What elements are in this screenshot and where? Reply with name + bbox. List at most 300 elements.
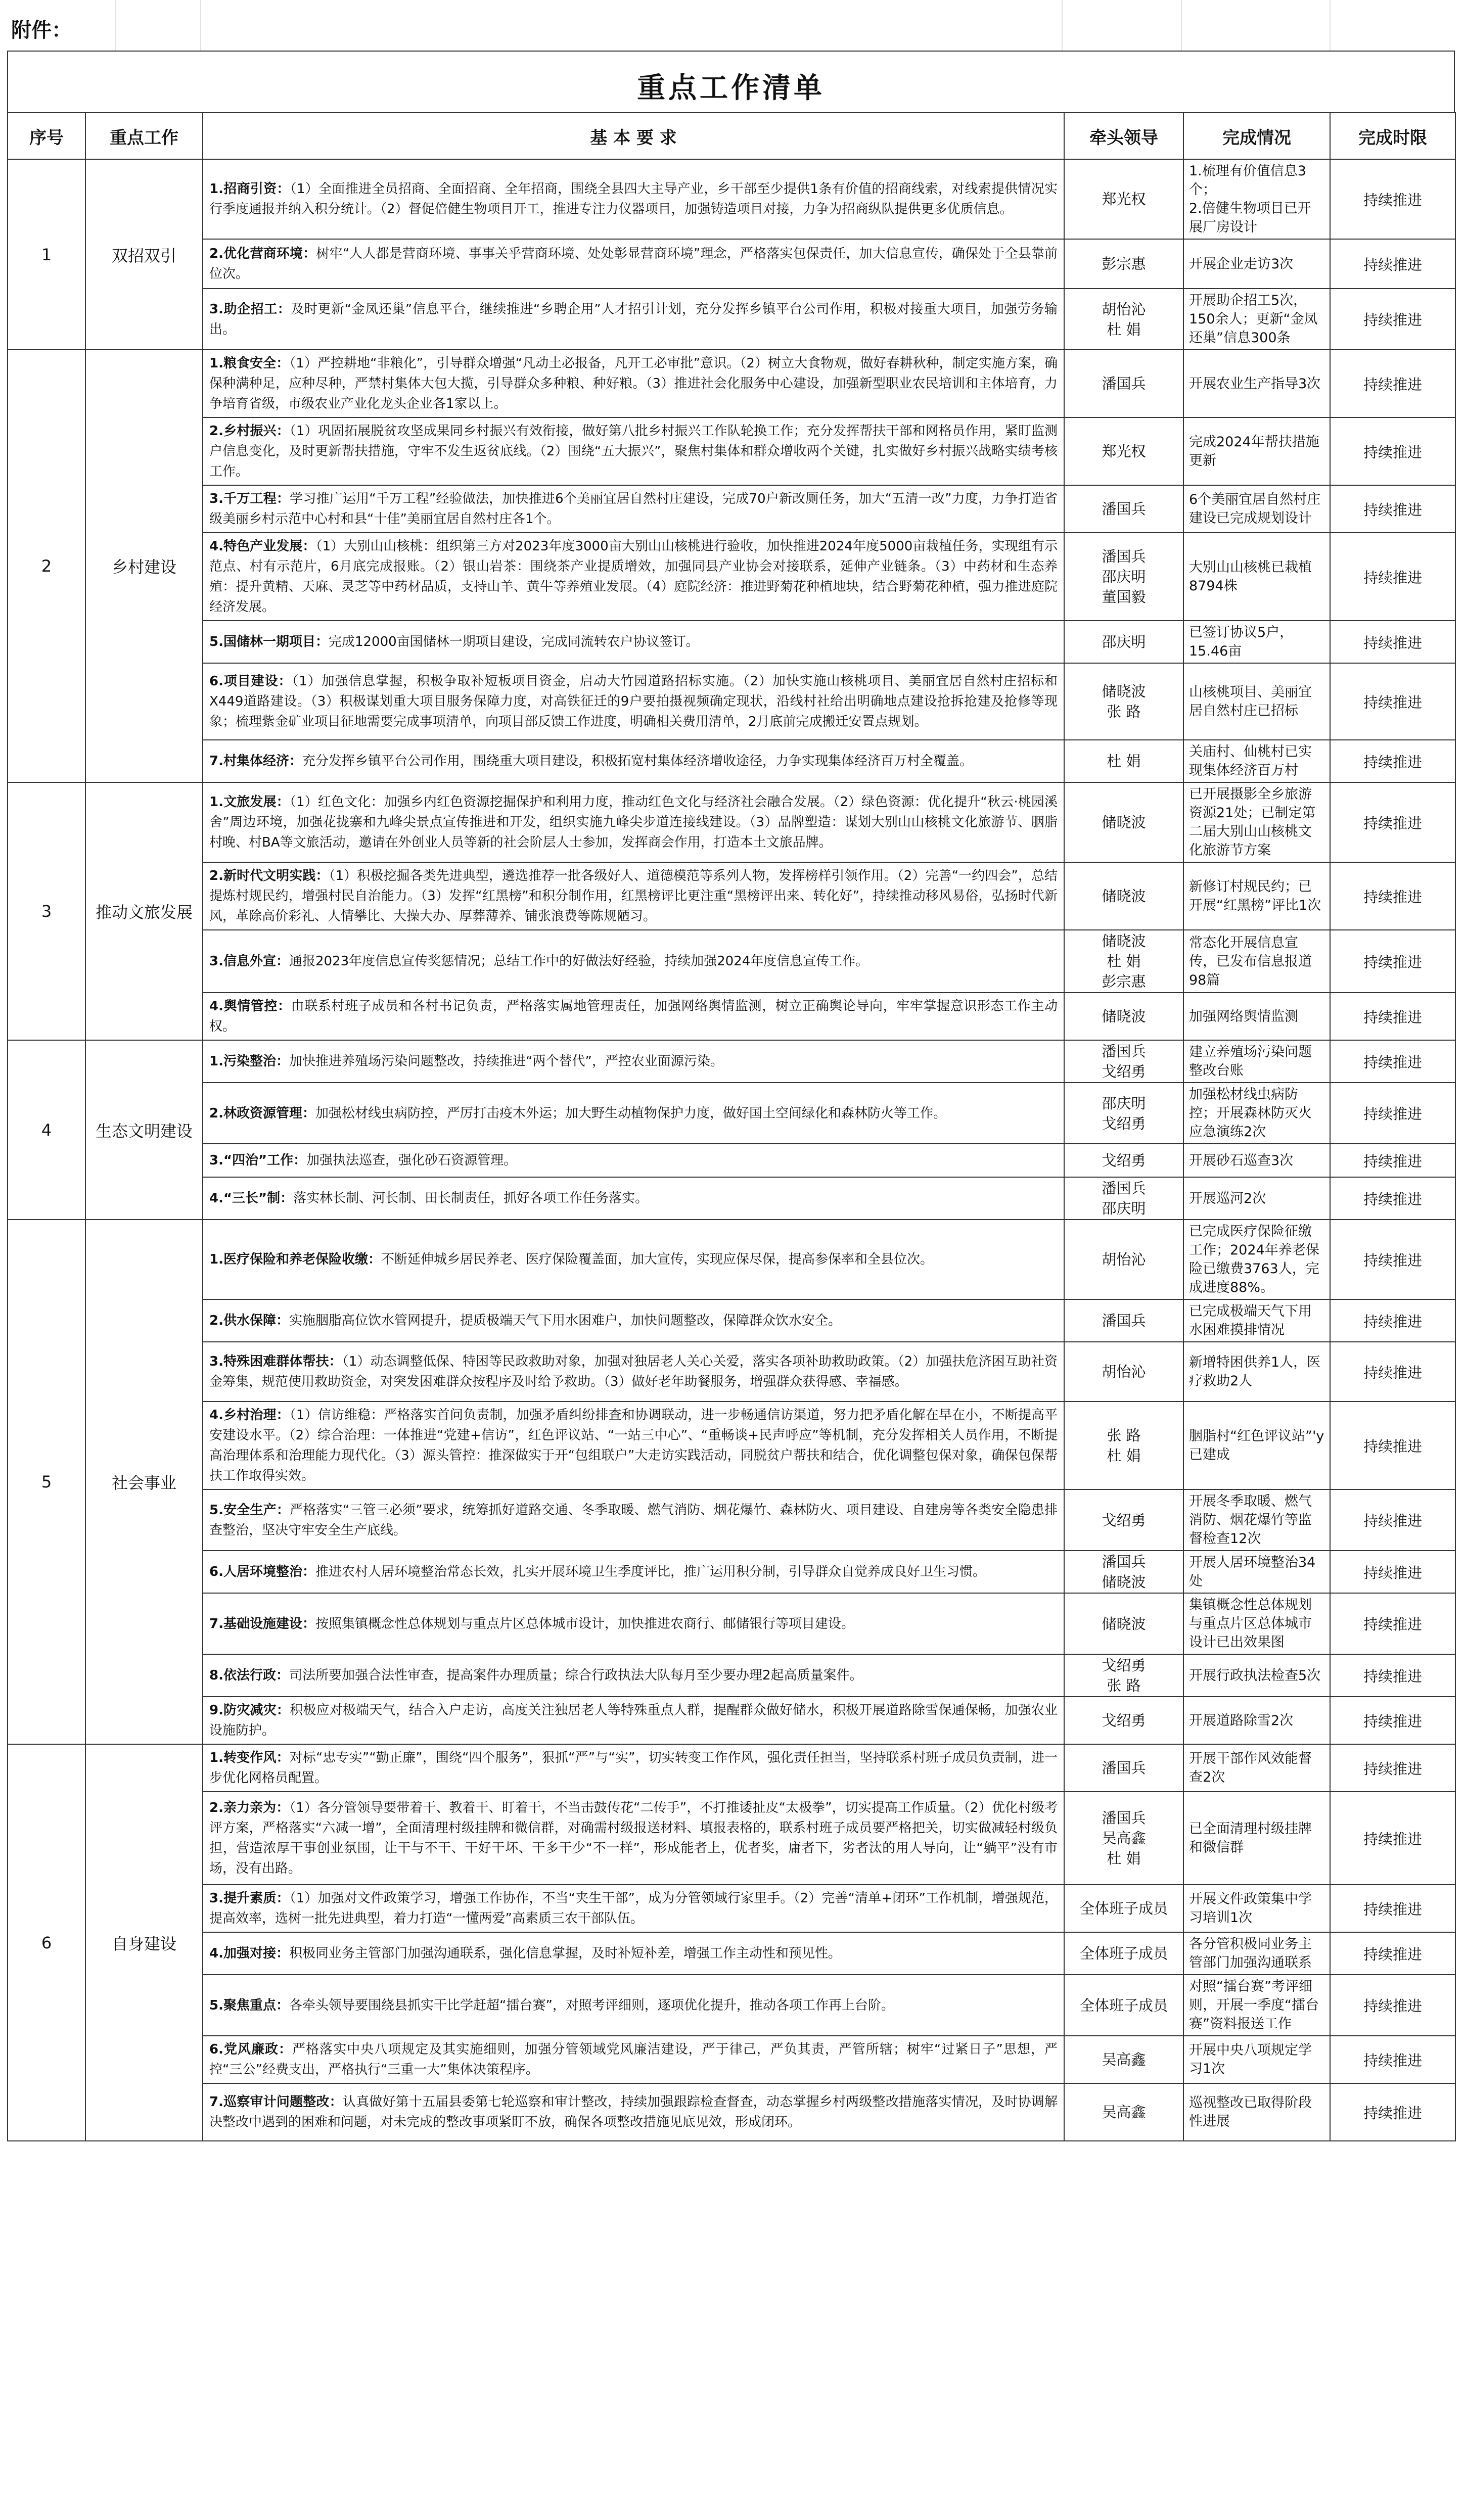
attachment-row: [0, 0, 1464, 51]
table-row: [8, 740, 1455, 782]
lead-name: 潘国兵: [1102, 1759, 1146, 1777]
status-text: 开展中央八项规定学习1次: [1189, 2042, 1312, 2077]
deadline-cell: 持续推进: [1330, 930, 1455, 993]
lead-name: 杜 娟: [1107, 1447, 1141, 1464]
lead-cell: [1064, 1220, 1183, 1299]
lead-cell: [1064, 1551, 1183, 1593]
deadline-cell: 持续推进: [1330, 239, 1455, 289]
table-row: [8, 2036, 1455, 2083]
header-work: 重点工作: [85, 113, 203, 159]
requirement-title: 3.“四治”工作：: [209, 1153, 307, 1168]
requirement-title: 1.招商引资：: [209, 181, 290, 197]
table-row: [8, 1489, 1455, 1551]
status-cell: [1183, 740, 1330, 782]
status-text: 新修订村规民约；已开展“红黑榜”评比1次: [1189, 879, 1321, 913]
status-cell: [1183, 1744, 1330, 1792]
requirement-body: 实施胭脂高位饮水管网提升，提质极端天气下用水困难户，加快问题整改，保障群众饮水安全。: [289, 1313, 841, 1328]
status-cell: [1183, 782, 1330, 862]
row-seq-cell: 2: [8, 350, 85, 782]
lead-name: 戈绍勇: [1102, 1152, 1146, 1169]
status-text: 已开展摄影全乡旅游资源21处；已制定第二届大别山山核桃文化旅游节方案: [1189, 786, 1316, 858]
table-row: [8, 485, 1455, 533]
lead-name: 杜 娟: [1107, 953, 1141, 970]
lead-name: 潘国兵: [1102, 1312, 1146, 1329]
lead-name: 胡怡沁: [1102, 300, 1146, 318]
deadline-cell: 持续推进: [1330, 1083, 1455, 1144]
lead-name: 杜 娟: [1107, 320, 1141, 338]
requirement-cell: [203, 1792, 1064, 1885]
lead-cell: [1064, 862, 1183, 930]
requirement-cell: [203, 1220, 1064, 1299]
requirement-title: 7.基础设施建设：: [209, 1616, 315, 1631]
key-work-cell: 生态文明建设: [85, 1040, 203, 1220]
requirement-body: 加强松材线虫病防控，严厉打击疫木外运；加大野生动植物保护力度，做好国土空间绿化和森林防火等工作。: [315, 1105, 946, 1121]
status-text: 开展文件政策集中学习培训1次: [1189, 1891, 1312, 1926]
status-text: 关庙村、仙桃村已实现集体经济百万村: [1189, 744, 1312, 778]
header-status: 完成情况: [1183, 113, 1330, 159]
status-cell: [1183, 930, 1330, 993]
table-row: [8, 1220, 1455, 1299]
lead-name: 邵庆明: [1102, 1094, 1146, 1112]
status-cell: [1183, 350, 1330, 417]
row-seq-cell: 6: [8, 1744, 85, 2141]
header-seq: 序号: [8, 113, 85, 159]
requirement-cell: [203, 1299, 1064, 1342]
requirement-title: 7.巡察审计问题整改：: [209, 2094, 343, 2110]
requirement-cell: [203, 1177, 1064, 1220]
table-row: [8, 1975, 1455, 2036]
table-row: [8, 1177, 1455, 1220]
status-cell: [1183, 1593, 1330, 1654]
lead-cell: [1064, 289, 1183, 350]
key-work-cell: 乡村建设: [85, 350, 203, 782]
requirement-title: 1.污染整治：: [209, 1054, 289, 1069]
table-row: [8, 417, 1455, 485]
lead-cell: [1064, 2036, 1183, 2083]
table-row: [8, 1744, 1455, 1792]
lead-name: 吴高鑫: [1102, 1830, 1146, 1847]
lead-cell: [1064, 1975, 1183, 2036]
header-lead: 牵头领导: [1064, 113, 1183, 159]
lead-name: 吴高鑫: [1102, 2051, 1146, 2068]
requirement-title: 6.人居环境整治：: [209, 1564, 315, 1579]
header-deadline: 完成时限: [1330, 113, 1455, 159]
requirement-title: 1.医疗保险和养老保险收缴：: [209, 1252, 381, 1267]
requirement-body: 推进农村人居环境整治常态长效，扎实开展环境卫生季度评比，推广运用积分制，引导群众自觉养成良好卫生习惯。: [315, 1564, 986, 1579]
status-cell: [1183, 663, 1330, 740]
requirement-title: 5.国储林一期项目：: [209, 634, 329, 649]
table-row: [8, 1299, 1455, 1342]
lead-name: 潘国兵: [1102, 1809, 1146, 1827]
grid-line: [1330, 0, 1331, 51]
requirement-title: 2.新时代文明实践：: [209, 868, 329, 883]
lead-name: 杜 娟: [1107, 753, 1141, 770]
title-box: [7, 51, 1455, 112]
status-text: 山核桃项目、美丽宜居自然村庄已招标: [1189, 684, 1312, 719]
lead-cell: [1064, 1697, 1183, 1744]
lead-cell: [1064, 1144, 1183, 1177]
requirement-title: 2.供水保障：: [209, 1313, 289, 1328]
requirement-body: 严格落实“三管三必须”要求，统筹抓好道路交通、冬季取暖、燃气消防、烟花爆竹、森林防火、项目建设、自建房等各类安全隐患排查整治，坚决守牢安全生产底线。: [209, 1502, 1058, 1538]
table-row: [8, 663, 1455, 740]
lead-name: 邵庆明: [1102, 568, 1146, 585]
lead-name: 董国毅: [1102, 588, 1146, 605]
requirement-cell: [203, 485, 1064, 533]
status-text: 1.梳理有价值信息3个；: [1189, 163, 1306, 198]
status-text: 新增特困供养1人，医疗救助2人: [1189, 1355, 1321, 1389]
lead-name: 储晓波: [1102, 1573, 1146, 1591]
lead-name: 全体班子成员: [1079, 1900, 1168, 1917]
requirement-title: 2.乡村振兴：: [209, 424, 290, 439]
requirement-body: （1）动态调整低保、特困等民政救助对象，加强对独居老人关心关爱，落实各项补助救助政策。（2）加强扶危济困互助社资金筹集，规范使用救助资金，对突发困难群众按程序及时给予救助。（3）做好老年助餐服务，增强群众获得感、幸福感。: [209, 1354, 1058, 1389]
requirement-body: 充分发挥乡镇平台公司作用，围绕重大项目建设，积极拓宽村集体经济增收途径，力争实现集体经济百万村全覆盖。: [302, 754, 973, 769]
key-work-cell: 社会事业: [85, 1220, 203, 1744]
deadline-cell: 持续推进: [1330, 1975, 1455, 2036]
lead-name: 胡怡沁: [1102, 1251, 1146, 1268]
table-row: [8, 350, 1455, 417]
table-row: [8, 862, 1455, 930]
deadline-cell: 持续推进: [1330, 1654, 1455, 1697]
status-cell: [1183, 1402, 1330, 1489]
lead-name: 戈绍勇: [1102, 1114, 1146, 1132]
deadline-cell: 持续推进: [1330, 1040, 1455, 1083]
requirement-cell: [203, 350, 1064, 417]
deadline-cell: 持续推进: [1330, 862, 1455, 930]
lead-name: 张 路: [1107, 1677, 1141, 1694]
requirement-title: 3.助企招工：: [209, 301, 291, 317]
deadline-cell: 持续推进: [1330, 2036, 1455, 2083]
status-cell: [1183, 239, 1330, 289]
requirement-body: 对标“忠专实”“勤正廉”，围绕“四个服务”，狠抓“严”与“实”，切实转变工作作风，强化责任担当，坚持联系村班子成员负责制，进一步优化网格员配置。: [209, 1750, 1058, 1786]
status-cell: [1183, 1975, 1330, 2036]
deadline-cell: 持续推进: [1330, 1342, 1455, 1402]
requirement-cell: [203, 1932, 1064, 1975]
requirement-title: 6.项目建设：: [209, 674, 292, 689]
key-work-cell: 双招双引: [85, 159, 203, 350]
status-cell: [1183, 1299, 1330, 1342]
deadline-cell: 持续推进: [1330, 621, 1455, 663]
deadline-cell: 持续推进: [1330, 1177, 1455, 1220]
deadline-cell: 持续推进: [1330, 1697, 1455, 1744]
lead-cell: [1064, 1299, 1183, 1342]
requirement-title: 5.安全生产：: [209, 1502, 290, 1518]
requirement-title: 4.加强对接：: [209, 1946, 289, 1961]
lead-name: 储晓波: [1102, 1615, 1146, 1632]
status-cell: [1183, 1144, 1330, 1177]
work-list-table: [7, 112, 1456, 2141]
status-text: 已全面清理村级挂牌和微信群: [1189, 1821, 1312, 1855]
lead-cell: [1064, 930, 1183, 993]
requirement-title: 4.舆情管控：: [209, 999, 291, 1014]
requirement-body: 不断延伸城乡居民养老、医疗保险覆盖面，加大宣传，实现应保尽保，提高参保率和全县位次。: [381, 1252, 933, 1267]
requirement-cell: [203, 1744, 1064, 1792]
status-text: 已完成极端天气下用水困难摸排情况: [1189, 1303, 1312, 1338]
requirement-cell: [203, 1144, 1064, 1177]
lead-name: 彭宗惠: [1102, 973, 1146, 990]
deadline-cell: 持续推进: [1330, 1220, 1455, 1299]
requirement-title: 4.“三长”制：: [209, 1191, 294, 1206]
requirement-title: 4.特色产业发展：: [209, 539, 316, 554]
lead-name: 潘国兵: [1102, 548, 1146, 565]
table-row: [8, 1792, 1455, 1885]
requirement-body: 按照集镇概念性总体规划与重点片区总体城市设计，加快推进农商行、邮储银行等项目建设。: [315, 1616, 854, 1631]
requirement-body: 完成12000亩国储林一期项目建设，完成同流转农户协议签订。: [328, 634, 699, 649]
requirement-cell: [203, 1083, 1064, 1144]
lead-name: 郑光权: [1102, 191, 1146, 208]
table-row: [8, 1083, 1455, 1144]
status-text: 开展道路除雪2次: [1189, 1712, 1294, 1729]
deadline-cell: 持续推进: [1330, 740, 1455, 782]
requirement-cell: [203, 417, 1064, 485]
lead-name: 潘国兵: [1102, 1553, 1146, 1570]
lead-cell: [1064, 1593, 1183, 1654]
deadline-cell: 持续推进: [1330, 1489, 1455, 1551]
requirement-body: （1）加强信息掌握，积极争取补短板项目资金，启动大竹园道路招标实施。（2）加快实施山核桃项目、美丽宜居自然村庄招标和X449道路建设。（3）积极谋划重大项目服务保障力度，对高铁征迁的9户要拍摄视频确定现状，沿线村社给出明确地点建设抢拆抢建及抢修等现象；梳理紫金矿业项目征地需要完成事项清单，向项目部反馈工作进度，明确相关费用清单，2月底前完成搬迁安置点规划。: [209, 674, 1058, 729]
lead-cell: [1064, 782, 1183, 862]
status-text: 各分管积极同业务主管部门加强沟通联系: [1189, 1936, 1312, 1971]
requirement-body: 积极同业务主管部门加强沟通联系，强化信息掌握，及时补短补差，增强工作主动性和预见性。: [289, 1946, 841, 1961]
grid-line: [200, 0, 201, 51]
requirement-cell: [203, 782, 1064, 862]
row-seq-cell: 1: [8, 159, 85, 350]
key-work-cell: 自身建设: [85, 1744, 203, 2141]
requirement-cell: [203, 1654, 1064, 1697]
deadline-cell: 持续推进: [1330, 782, 1455, 862]
lead-cell: [1064, 1932, 1183, 1975]
key-work-cell: 推动文旅发展: [85, 782, 203, 1040]
status-cell: [1183, 2036, 1330, 2083]
lead-cell: [1064, 1792, 1183, 1885]
status-cell: [1183, 1697, 1330, 1744]
deadline-cell: 持续推进: [1330, 1551, 1455, 1593]
table-row: [8, 1402, 1455, 1489]
requirement-cell: [203, 1885, 1064, 1932]
grid-line: [115, 0, 116, 51]
status-text: 2.倍健生物项目已开展厂房设计: [1189, 201, 1311, 235]
status-cell: [1183, 1885, 1330, 1932]
deadline-cell: 持续推进: [1330, 1932, 1455, 1975]
lead-name: 潘国兵: [1102, 375, 1146, 392]
lead-name: 储晓波: [1102, 683, 1146, 700]
table-row: [8, 239, 1455, 289]
requirement-title: 1.文旅发展：: [209, 795, 290, 810]
deadline-cell: 持续推进: [1330, 663, 1455, 740]
table-row: [8, 1697, 1455, 1744]
status-cell: [1183, 862, 1330, 930]
requirement-body: （1）巩固拓展脱贫攻坚成果同乡村振兴有效衔接，做好第八批乡村振兴工作队轮换工作；充分发挥帮扶干部和网格员作用，紧盯监测户信息变化，及时更新帮扶措施，守牢不发生返贫底线。（2）围绕“五大振兴”，聚焦村集体和群众增收两个关键，扎实做好乡村振兴战略实绩考核工作。: [209, 424, 1058, 479]
status-text: 大别山山核桃已栽植8794株: [1189, 559, 1312, 594]
status-cell: [1183, 533, 1330, 621]
deadline-cell: 持续推进: [1330, 993, 1455, 1040]
deadline-cell: 持续推进: [1330, 159, 1455, 239]
deadline-cell: 持续推进: [1330, 1792, 1455, 1885]
requirement-body: 司法所要加强合法性审查，提高案件办理质量；综合行政执法大队每月至少要办理2起高质量案件。: [289, 1668, 863, 1683]
status-cell: [1183, 159, 1330, 239]
table-row: [8, 1593, 1455, 1654]
status-cell: [1183, 417, 1330, 485]
status-cell: [1183, 1177, 1330, 1220]
table-row: [8, 533, 1455, 621]
lead-cell: [1064, 533, 1183, 621]
status-text: 常态化开展信息宣传，已发布信息报道98篇: [1189, 935, 1312, 988]
requirement-title: 7.村集体经济：: [209, 754, 302, 769]
deadline-cell: 持续推进: [1330, 350, 1455, 417]
requirement-cell: [203, 239, 1064, 289]
lead-cell: [1064, 740, 1183, 782]
requirement-body: （1）各分管领导要带着干、教着干、盯着干，不当击鼓传花“二传手”，不打推诿扯皮“太极拳”，切实提高工作质量。（2）优化村级考评方案，严格落实“六减一增”，全面清理村级挂牌和微信群，对确需村级报送材料、填报表格的，联系村班子成员要严格把关，切实做减轻村级负担，营造浓厚干事创业氛围，让干与不干、干好干坏、干多干少“不一样”，形成能者上，优者奖，庸者下，劣者汰的用人导向，让“躺平”没有市场，没有出路。: [209, 1800, 1058, 1876]
requirement-cell: [203, 1489, 1064, 1551]
requirement-title: 3.千万工程：: [209, 491, 290, 506]
status-text: 加强松材线虫病防控；开展森林防灭火应急演练2次: [1189, 1087, 1312, 1140]
requirement-title: 9.防灾减灾：: [209, 1703, 290, 1718]
requirement-body: （1）积极挖掘各类先进典型，遴选推荐一批各级好人、道德模范等系列人物，发挥榜样引领作用。（2）完善“一约四会”，总结提炼村规民约，增强村民自治能力。（3）发挥“红黑榜”和积分制作用，红黑榜评比更注重“黑榜评出来、转化好”，持续推动移风易俗，弘扬时代新风，革除高价彩礼、人情攀比、大操大办、厚葬薄养、铺张浪费等陈规陋习。: [209, 868, 1058, 924]
table-header-row: [8, 113, 1455, 159]
lead-name: 储晓波: [1102, 1008, 1146, 1025]
row-seq-cell: 5: [8, 1220, 85, 1744]
status-cell: [1183, 1932, 1330, 1975]
lead-cell: [1064, 993, 1183, 1040]
deadline-cell: 持续推进: [1330, 1299, 1455, 1342]
lead-name: 彭宗惠: [1102, 255, 1146, 272]
requirement-cell: [203, 993, 1064, 1040]
requirement-cell: [203, 2036, 1064, 2083]
lead-name: 储晓波: [1102, 888, 1146, 905]
status-cell: [1183, 289, 1330, 350]
lead-cell: [1064, 350, 1183, 417]
requirement-body: 学习推广运用“千万工程”经验做法，加快推进6个美丽宜居自然村庄建设，完成70户新改厕任务，加大“五清一改”力度，力争打造省级美丽乡村示范中心村和县“十佳”美丽宜居自然村庄各1个。: [209, 491, 1058, 527]
lead-name: 戈绍勇: [1102, 1712, 1146, 1729]
requirement-body: 积极应对极端天气，结合入户走访，高度关注独居老人等特殊重点人群，提醒群众做好储水，积极开展道路除雪保通保畅，加强农业设施防护。: [209, 1703, 1058, 1738]
status-cell: [1183, 485, 1330, 533]
lead-cell: [1064, 1654, 1183, 1697]
table-row: [8, 930, 1455, 993]
lead-name: 储晓波: [1102, 932, 1146, 950]
table-row: [8, 1551, 1455, 1593]
requirement-cell: [203, 1402, 1064, 1489]
table-row: [8, 289, 1455, 350]
deadline-cell: 持续推进: [1330, 1144, 1455, 1177]
status-text: 开展干部作风效能督查2次: [1189, 1751, 1312, 1785]
requirement-cell: [203, 1551, 1064, 1593]
requirement-body: 树牢“人人都是营商环境、事事关乎营商环境、处处彰显营商环境”理念，严格落实包保责任，加大信息宣传，确保处于全县靠前位次。: [209, 246, 1058, 282]
table-row: [8, 2083, 1455, 2141]
table-row: [8, 159, 1455, 239]
requirement-cell: [203, 1342, 1064, 1402]
lead-name: 全体班子成员: [1079, 1996, 1168, 2014]
deadline-cell: 持续推进: [1330, 1593, 1455, 1654]
requirement-cell: [203, 740, 1064, 782]
status-text: 集镇概念性总体规划与重点片区总体城市设计已出效果图: [1189, 1597, 1312, 1650]
status-cell: [1183, 1040, 1330, 1083]
requirement-cell: [203, 621, 1064, 663]
deadline-cell: 持续推进: [1330, 533, 1455, 621]
lead-cell: [1064, 1342, 1183, 1402]
lead-name: 胡怡沁: [1102, 1363, 1146, 1380]
table-row: [8, 1040, 1455, 1083]
requirement-title: 2.林政资源管理：: [209, 1105, 315, 1121]
deadline-cell: 持续推进: [1330, 1885, 1455, 1932]
requirement-title: 1.转变作风：: [209, 1750, 290, 1765]
lead-name: 潘国兵: [1102, 1180, 1146, 1197]
lead-name: 吴高鑫: [1102, 2104, 1146, 2121]
table-row: [8, 1342, 1455, 1402]
lead-cell: [1064, 485, 1183, 533]
lead-cell: [1064, 1177, 1183, 1220]
lead-cell: [1064, 159, 1183, 239]
status-cell: [1183, 1551, 1330, 1593]
requirement-title: 2.亲力亲为：: [209, 1800, 290, 1815]
requirement-title: 1.粮食安全：: [209, 356, 290, 371]
status-text: 对照“擂台赛”考评细则，开展一季度“擂台赛”资料报送工作: [1189, 1979, 1319, 2032]
lead-cell: [1064, 621, 1183, 663]
requirement-body: （1）严控耕地“非粮化”，引导群众增强“凡动土必报备，凡开工必审批”意识。（2）树立大食物观，做好春耕秋种，制定实施方案，确保种满种足，应种尽种，严禁村集体大包大揽，引导群众多种粮、种好粮。（3）推进社会化服务中心建设，加强新型职业农民培训和主体培育，力争培育省级，市级农业产业化龙头企业各1家以上。: [209, 356, 1058, 411]
status-cell: [1183, 1792, 1330, 1885]
status-text: 6个美丽宜居自然村庄建设已完成规划设计: [1189, 492, 1321, 526]
status-text: 建立养殖场污染问题整改台账: [1189, 1044, 1312, 1079]
attachment-label: 附件：: [11, 19, 72, 42]
page-title: 重点工作清单: [637, 72, 825, 105]
requirement-cell: [203, 2083, 1064, 2141]
requirement-body: 认真做好第十五届县委第七轮巡察和审计整改，持续加强跟踪检查督查，动态掌握乡村两级整改措施落实情况，及时协调解决整改中遇到的困难和问题，对未完成的整改事项紧盯不放，确保各项整改措施见底见效，形成闭环。: [209, 2094, 1058, 2130]
status-cell: [1183, 1220, 1330, 1299]
table-row: [8, 1932, 1455, 1975]
deadline-cell: 持续推进: [1330, 289, 1455, 350]
requirement-title: 6.党风廉政：: [209, 2042, 293, 2057]
requirement-cell: [203, 1975, 1064, 2036]
lead-name: 郑光权: [1102, 443, 1146, 460]
lead-cell: [1064, 239, 1183, 289]
lead-name: 邵庆明: [1102, 633, 1146, 650]
requirement-body: 通报2023年度信息宣传奖惩情况；总结工作中的好做法好经验，持续加强2024年度信息宣传工作。: [289, 954, 869, 969]
status-cell: [1183, 621, 1330, 663]
lead-cell: [1064, 663, 1183, 740]
requirement-body: （1）加强对文件政策学习，增强工作协作，不当“夹生干部”，成为分管领域行家里手。（2）完善“清单+闭环”工作机制，增强规范，提高效率，选树一批先进典型，着力打造“一懂两爱”高素质三农干部队伍。: [209, 1891, 1058, 1926]
requirement-title: 4.乡村治理：: [209, 1408, 290, 1423]
row-seq-cell: 4: [8, 1040, 85, 1220]
status-text: 完成2024年帮扶措施更新: [1189, 434, 1319, 469]
status-text: 开展砂石巡查3次: [1189, 1152, 1294, 1169]
table-row: [8, 621, 1455, 663]
header-requirement: 基 本 要 求: [203, 113, 1064, 159]
status-text: 胭脂村“红色评议站”'y已建成: [1189, 1428, 1324, 1463]
requirement-title: 3.信息外宣：: [209, 954, 289, 969]
status-text: 加强网络舆情监测: [1189, 1008, 1298, 1024]
table-row: [8, 782, 1455, 862]
requirement-body: （1）信访维稳：严格落实首问负责制，加强矛盾纠纷排查和协调联动，进一步畅通信访渠道，努力把矛盾化解在早在小，不断提高平安建设水平。（2）综合治理：一体推进“党建+信访”，红色评议站、“一站三中心”、“重畅谈+民声呼应”等机制，充分发挥相关人员作用，不断提高治理体系和治理能力现代化。（3）源头管控：推深做实于开“包组联户”大走访实践活动，同脱贫户帮扶和结合，优化调整包保对象，确保包保帮扶工作取得实效。: [209, 1408, 1058, 1483]
deadline-cell: 持续推进: [1330, 1744, 1455, 1792]
lead-name: 张 路: [1107, 703, 1141, 720]
status-text: 开展巡河2次: [1189, 1190, 1266, 1206]
status-text: 开展企业走访3次: [1189, 256, 1294, 272]
status-text: 已完成医疗保险征缴工作；2024年养老保险已缴费3763人，完成进度88%。: [1189, 1224, 1319, 1295]
lead-cell: [1064, 417, 1183, 485]
requirement-body: 落实林长制、河长制、田长制责任，抓好各项工作任务落实。: [293, 1191, 649, 1206]
lead-cell: [1064, 2083, 1183, 2141]
requirement-cell: [203, 159, 1064, 239]
deadline-cell: 持续推进: [1330, 2083, 1455, 2141]
requirement-cell: [203, 1697, 1064, 1744]
lead-name: 潘国兵: [1102, 1043, 1146, 1060]
lead-name: 全体班子成员: [1079, 1945, 1168, 1962]
status-cell: [1183, 1489, 1330, 1551]
requirement-title: 3.特殊困难群体帮扶：: [209, 1354, 342, 1369]
deadline-cell: 持续推进: [1330, 485, 1455, 533]
lead-name: 戈绍勇: [1102, 1511, 1146, 1529]
requirement-body: 严格落实中央八项规定及其实施细则，加强分管领域党风廉洁建设，严于律己，严负其责，严管所辖；树牢“过紧日子”思想，严控“三公”经费支出，严格执行“三重一大”集体决策程序。: [209, 2042, 1058, 2077]
lead-name: 邵庆明: [1102, 1200, 1146, 1217]
requirement-cell: [203, 533, 1064, 621]
lead-cell: [1064, 1402, 1183, 1489]
